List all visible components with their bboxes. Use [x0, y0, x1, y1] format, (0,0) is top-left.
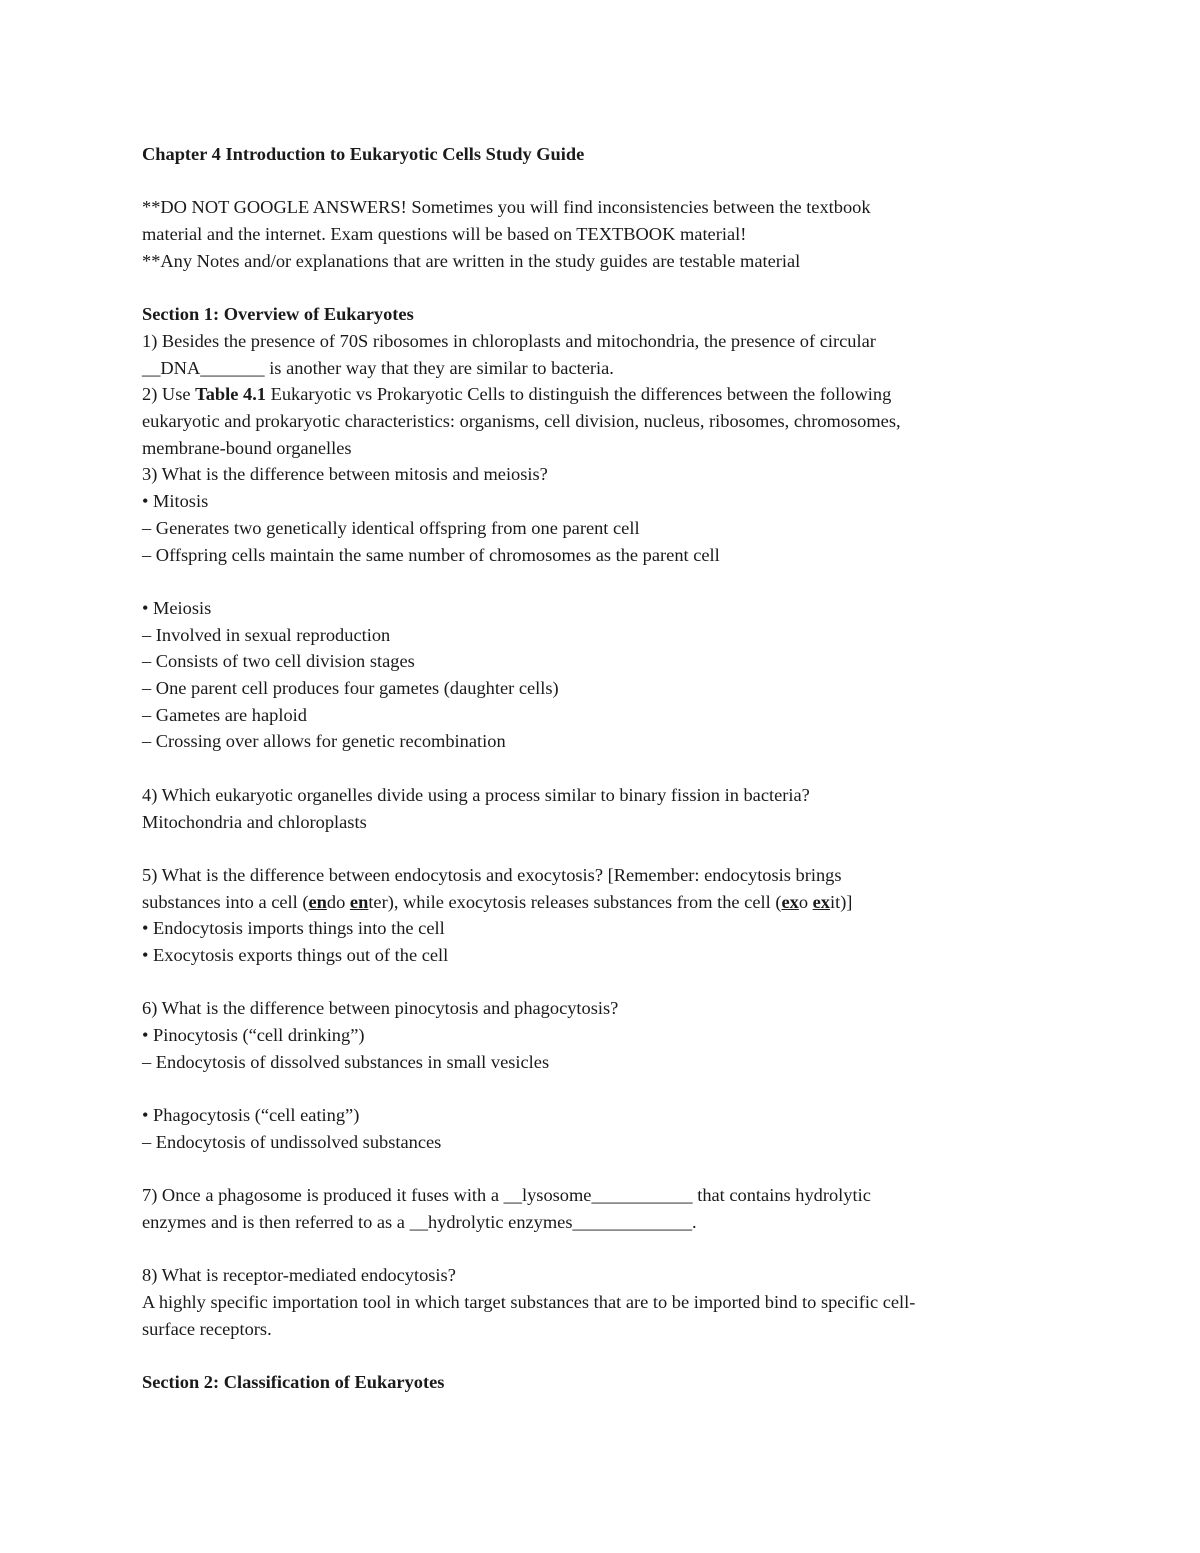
list-item: – Generates two genetically identical offspring from one parent cell: [142, 517, 640, 538]
list-item: – Gametes are haploid: [142, 704, 307, 725]
study-guide-page: [142, 141, 1062, 1396]
table-reference: Table 4.1: [195, 384, 266, 405]
spacer: [142, 168, 1062, 195]
text-segment: o: [798, 891, 813, 912]
spacer: [142, 1343, 1062, 1370]
list-item: – Offspring cells maintain the same number of chromosomes as the parent cell: [142, 544, 720, 565]
list-item: • Mitosis: [142, 491, 209, 512]
spacer: [142, 835, 1062, 862]
question-5-line-2: [142, 889, 1062, 916]
mnemonic-highlight: ex: [812, 891, 830, 912]
text-segment: substances into a cell (: [142, 891, 309, 912]
list-item: – One parent cell produces four gametes (daughter cells): [142, 678, 559, 699]
warning-note-line-1: **DO NOT GOOGLE ANSWERS! Sometimes you will find inconsistencies between the textbook: [142, 197, 871, 218]
mnemonic-highlight: en: [308, 891, 327, 912]
list-item: – Consists of two cell division stages: [142, 651, 415, 672]
list-item: • Pinocytosis (“cell drinking”): [142, 1025, 365, 1046]
question-4: 4) Which eukaryotic organelles divide using a process similar to binary fission in bacteria?: [142, 784, 810, 805]
question-2-prefix: 2) Use: [142, 384, 196, 405]
question-7-line-2: enzymes and is then referred to as a __hydrolytic enzymes_____________.: [142, 1212, 697, 1232]
question-2-line-3: membrane-bound organelles: [142, 437, 352, 458]
answer-8-line-2: surface receptors.: [142, 1318, 272, 1339]
warning-note-line-2: material and the internet. Exam questions will be based on TEXTBOOK material!: [142, 224, 747, 245]
question-2-line-1: [142, 381, 1062, 408]
list-item: – Endocytosis of dissolved substances in small vesicles: [142, 1051, 550, 1072]
question-1-line-1: 1) Besides the presence of 70S ribosomes in chloroplasts and mitochondria, the presence of circular: [142, 330, 876, 351]
section-1-heading: Section 1: Overview of Eukaryotes: [142, 304, 414, 325]
list-item: • Exocytosis exports things out of the cell: [142, 945, 449, 966]
question-5-line-1: 5) What is the difference between endocytosis and exocytosis? [Remember: endocytosis brings: [142, 864, 842, 885]
list-item: – Crossing over allows for genetic recombination: [142, 731, 506, 752]
spacer: [142, 969, 1062, 996]
list-item: – Involved in sexual reproduction: [142, 624, 391, 645]
list-item: – Endocytosis of undissolved substances: [142, 1131, 442, 1152]
mnemonic-highlight: en: [349, 891, 369, 912]
question-6: 6) What is the difference between pinocytosis and phagocytosis?: [142, 998, 619, 1019]
spacer: [142, 1156, 1062, 1183]
list-item: • Phagocytosis (“cell eating”): [142, 1105, 360, 1126]
question-7-line-1: 7) Once a phagosome is produced it fuses with a __lysosome___________ that contains hydrolytic: [142, 1185, 871, 1206]
list-item: • Endocytosis imports things into the cell: [142, 918, 445, 939]
spacer: [142, 1236, 1062, 1263]
spacer: [142, 568, 1062, 595]
list-item: • Meiosis: [142, 597, 212, 618]
question-8: 8) What is receptor-mediated endocytosis?: [142, 1265, 456, 1286]
page-title: Chapter 4 Introduction to Eukaryotic Cells Study Guide: [142, 144, 585, 164]
text-segment: ter), while exocytosis releases substances from the cell (: [368, 891, 782, 912]
testable-note: **Any Notes and/or explanations that are written in the study guides are testable material: [142, 250, 801, 271]
answer-4: Mitochondria and chloroplasts: [142, 811, 367, 832]
question-1-line-2: __DNA_______ is another way that they are similar to bacteria.: [142, 357, 614, 378]
text-segment: it)]: [829, 891, 853, 912]
question-3: 3) What is the difference between mitosis and meiosis?: [142, 464, 548, 485]
question-2-rest: Eukaryotic vs Prokaryotic Cells to distinguish the differences between the following: [265, 384, 892, 405]
answer-8-line-1: A highly specific importation tool in which target substances that are to be imported bind to specific cell-: [142, 1292, 916, 1313]
mnemonic-highlight: ex: [781, 891, 799, 912]
text-segment: do: [326, 891, 350, 912]
question-2-line-2: eukaryotic and prokaryotic characteristics: organisms, cell division, nucleus, ribosomes, chromosomes,: [142, 411, 901, 431]
spacer: [142, 275, 1062, 302]
spacer: [142, 1076, 1062, 1103]
spacer: [142, 755, 1062, 782]
section-2-heading: Section 2: Classification of Eukaryotes: [142, 1372, 445, 1393]
